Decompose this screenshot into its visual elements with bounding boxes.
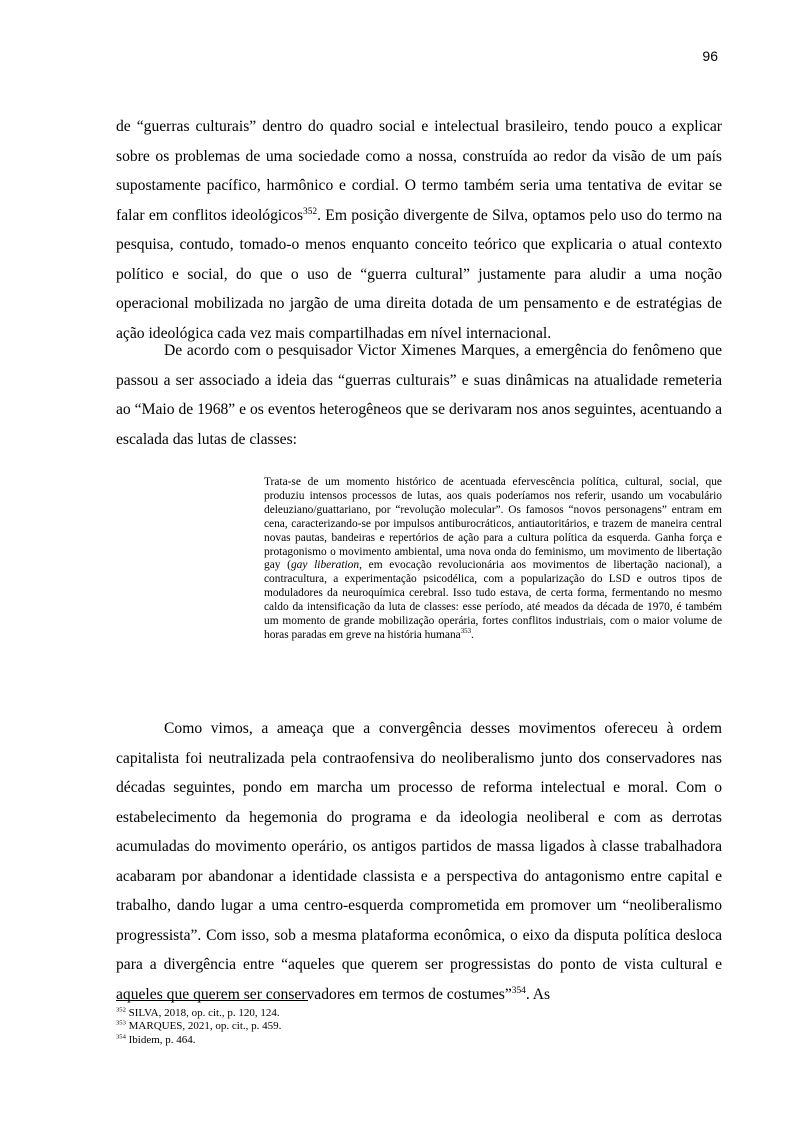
footnote-text: Ibidem, p. 464. [125,1033,196,1046]
body-paragraph-3 [116,714,722,1009]
footnote-354 [116,1034,281,1047]
quote-text-b: , em evocação revolucionária aos movimentos de libertação nacional), a contracultura, a experimentação psicodélica, com a popularização do LSD e outros tipos de moduladores da neuroquímica cerebral. Isso tudo estava, de certa forma, fermentando no mesmo caldo da intensificação da luta de classes: esse período, até meados da década de 1970, é também um momento de grande mobilização operária, fortes conflitos industriais, com o maior volume de horas paradas em greve na história humana [264,559,722,641]
footnote-text: MARQUES, 2021, op. cit., p. 459. [125,1020,282,1033]
body-paragraph-2: De acordo com o pesquisador Victor Ximenes Marques, a emergência do fenômeno que passou a ser associado a ideia das “guerras culturais” e suas dinâmicas na atualidade remeteria ao “Maio de 1968” e os eventos heterogêneos que se derivaram nos anos seguintes, acentuando a escalada das lutas de classes: [116,342,722,448]
block-quote [264,476,722,643]
footnote-separator [116,1000,308,1001]
footnote-ref-353[interactable]: 353 [460,628,471,636]
footnote-352 [116,1007,281,1020]
body-paragraph-1 [116,112,722,348]
paragraph-1-text-a: de “guerras culturais” dentro do quadro social e intelectual brasileiro, tendo pouco a explicar sobre os problemas de uma sociedade como a nossa, construída ao redor da visão de um país supostamente pacífico, harmônico e cordial. O termo também seria uma tentativa de evitar se falar em conflitos ideológicos [116,118,722,224]
footnote-353 [116,1020,281,1033]
footnote-ref-352[interactable]: 352 [303,206,318,217]
footnote-number: 354 [116,1032,126,1040]
footnote-number: 353 [116,1019,126,1027]
footnote-number: 352 [116,1006,126,1014]
footnotes [116,1007,281,1047]
footnote-text: SILVA, 2018, op. cit., p. 120, 124. [125,1007,280,1019]
paragraph-1-text-b: . Em posição divergente de Silva, optamos pelo uso do termo na pesquisa, contudo, tomado-o menos enquanto conceito teórico que explicaria o atual contexto político e social, do que o uso de “guerra cultural” justamente para aludir a uma noção operacional mobilizada no jargão de uma direita dotada de um pensamento e de estratégias de ação ideológica cada vez mais compartilhadas em nível internacional. [116,206,722,342]
footnote-ref-354[interactable]: 354 [511,985,526,996]
quote-text-a: Trata-se de um momento histórico de acentuada efervescência política, cultural, social, que produziu intensos processos de lutas, aos quais poderíamos nos referir, usando um vocabulário deleuziano/guattariano, por “revolução molecular”. Os famosos “novos personagens” entram em cena, caracterizando-se por impulsos antiburocráticos, antiautoritários, e trazem de maneira central novas pautas, bandeiras e repertórios de ação para a cultura política da esquerda. Ganha força e protagonismo o movimento ambiental, uma nova onda do feminismo, um movimento de libertação gay ( [264,476,722,572]
quote-text-c: . [470,628,474,641]
page-number: 96 [702,48,718,64]
paragraph-3-text-b: . As [525,985,551,1003]
quote-italic-term: gay liberation [290,559,360,572]
paragraph-3-text-a: Como vimos, a ameaça que a convergência desses movimentos ofereceu à ordem capitalista foi neutralizada pela contraofensiva do neoliberalismo junto dos conservadores nas décadas seguintes, pondo em marcha um processo de reforma intelectual e moral. Com o estabelecimento da hegemonia do programa e da ideologia neoliberal e com as derrotas acumuladas do movimento operário, os antigos partidos de massa ligados à classe trabalhadora acabaram por abandonar a identidade classista e a perspectiva do antagonismo entre capital e trabalho, dando lugar a uma centro-esquerda comprometida em promover um “neoliberalismo progressista”. Com isso, sob a mesma plataforma econômica, o eixo da disputa política desloca para a divergência entre “aqueles que querem ser progressistas do ponto de vista cultural e aqueles que querem ser conservadores em termos de costumes” [116,720,722,1003]
